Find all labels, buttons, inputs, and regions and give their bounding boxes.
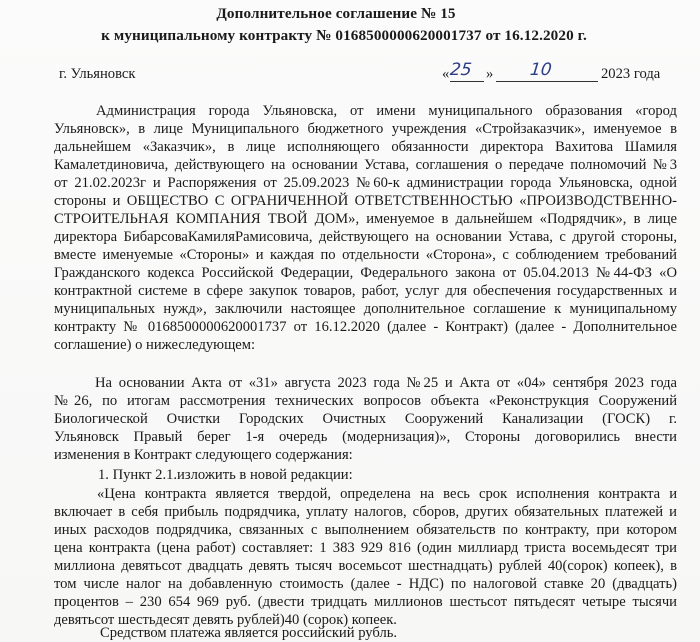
text-line: На основании Акта от «31» августа 2023 года №25 и Акта от «04» сентября 2023 года <box>95 375 677 391</box>
text-line: Ульяновск», в лице Муниципального бюджетного учреждения «Стройзаказчик», именуемое в <box>54 121 677 137</box>
date-quote-open: « <box>442 66 450 82</box>
signing-date <box>442 60 677 84</box>
text-line: муниципальных нужд», заключили настоящее дополнительное соглашение к муниципальному <box>54 301 677 317</box>
date-year: 2023 года <box>601 66 661 82</box>
text-line: Биологической Очистки Городских Очистных Сооружений Канализации (ГОСК) г. <box>54 411 677 427</box>
date-quote-close: » <box>486 66 494 82</box>
text-line: дальнейшем «Заказчик», в лице исполняющего обязанности директора Вахитова Шамиля <box>54 139 677 155</box>
text-line: девятьсот шестьдесят девять рублей)40 (сорок) копеек. <box>54 612 397 628</box>
text-line: вместе именуемые «Стороны» и каждая по отдельности «Сторона», с соблюдением требований <box>54 247 677 263</box>
city: г. Ульяновск <box>59 66 136 82</box>
text-line: иных расходов подрядчика, связанных с выполнением обязательств по контракту, при котором <box>54 522 677 538</box>
payment-currency: Средством платежа является российский рубль. <box>100 625 398 641</box>
document-subtitle: к муниципальному контракту № 0168500000620001737 от 16.12.2020 г. <box>101 27 587 44</box>
item-heading: 1. Пункт 2.1.изложить в новой редакции: <box>98 467 353 483</box>
text-line: стороны и ОБЩЕСТВО С ОГРАНИЧЕННОЙ ОТВЕТСТВЕННОСТЬЮ «ПРОИЗВОДСТВЕННО- <box>54 193 677 209</box>
text-line: директора БибарсоваКамиляРамисовича, действующего на основании Устава, с другой стороны, <box>54 229 677 245</box>
text-line: Камалетдиновича, действующего на основании Устава, соглашения о передаче полномочий №3 <box>54 157 677 173</box>
text-line: цена контракта (цена работ) составляет: 1 383 929 816 (один миллиард триста восемьдесят три <box>54 540 677 556</box>
document-title: Дополнительное соглашение № 15 <box>216 5 456 22</box>
handwritten-month: 10 <box>528 60 553 80</box>
text-line: контракту № 0168500000620001737 от 16.12.2020 (далее - Контракт) (далее - Дополнительное <box>54 319 677 335</box>
text-line: СТРОИТЕЛЬНАЯ КОМПАНИЯ ТВОЙ ДОМ», именуемое в дальнейшем «Подрядчик», в лице <box>54 211 677 227</box>
text-line: от 21.02.2023г и Распоряжения от 25.09.2023 №60-к администрации города Ульяновска, одной <box>54 175 677 191</box>
text-line: миллиона девятьсот двадцать девять тысяч восемьсот шестнадцать) рублей 40(сорок) копеек), в <box>54 558 677 574</box>
text-line: контрактной системе в сфере закупок товаров, работ, услуг для обеспечения государственных и <box>54 283 677 299</box>
text-line: №26, по итогам рассмотрения технических вопросов объекта «Реконструкция Сооружений <box>54 393 677 409</box>
day-underline <box>450 81 484 82</box>
text-line: Ульяновск Правый берег 1-я очередь (модернизация)», Стороны договорились внести <box>54 429 677 445</box>
text-line: «Цена контракта является твердой, определена на весь срок исполнения контракта и <box>97 486 677 502</box>
text-line: Администрация города Ульяновска, от имени муниципального образования «город <box>96 103 677 119</box>
text-line: включает в себя прибыль подрядчика, уплату налогов, сборов, других обязательных платежей и <box>54 504 677 520</box>
text-line: соглашение) о нижеследующем: <box>54 337 256 353</box>
month-underline <box>496 81 598 82</box>
text-line: Гражданского кодекса Российской Федерации, Федерального закона от 05.04.2013 №44-ФЗ «О <box>54 265 677 281</box>
text-line: изменения в Контракт следующего содержания: <box>54 447 353 463</box>
handwritten-day: 25 <box>448 60 473 80</box>
text-line: том числе налог на добавленную стоимость (далее - НДС) по налоговой ставке 20 (двадцать) <box>54 576 677 592</box>
text-line: процентов – 230 654 969 руб. (двести тридцать миллионов шестьсот пятьдесят четыре тысячи <box>54 594 677 610</box>
